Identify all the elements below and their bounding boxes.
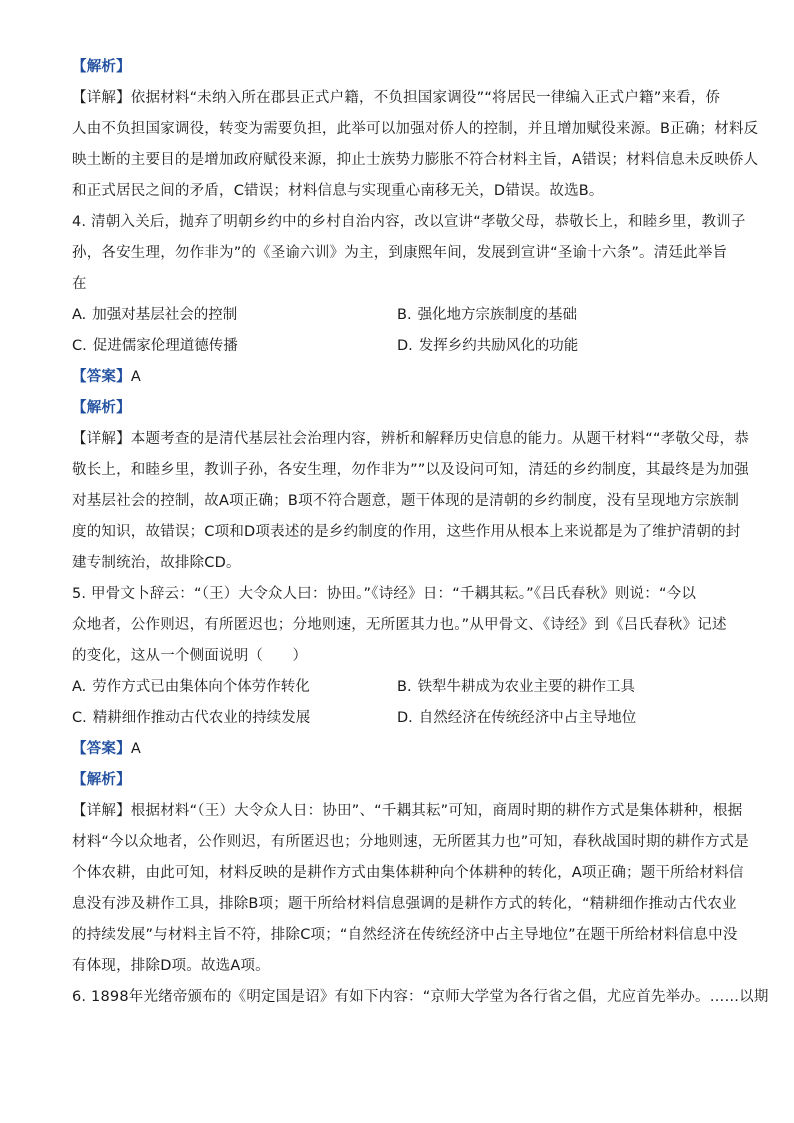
q5-option-c: C. 精耕细作推动古代农业的持续发展	[72, 710, 311, 726]
q5-detail-line: 材料“今以众地者，公作则迟，有所匿迟也；分地则速，无所匿其力也”可知，春秋战国时期的耕作方式是	[72, 834, 749, 850]
q5-detail-line: 有体现，排除D项。故选A项。	[72, 958, 270, 974]
q3-detail-line: 【详解】依据材料“未纳入所在郡县正式户籍，不负担国家调役”“将居民一律编入正式户籍”来看，侨	[72, 90, 721, 106]
q4-stem-line: 在	[72, 276, 87, 292]
q6-stem	[72, 982, 769, 1013]
q4-option-c: C. 促进儒家伦理道德传播	[72, 338, 238, 354]
q4-answer	[72, 362, 724, 393]
q4-option-a: A. 加强对基层社会的控制	[72, 307, 238, 323]
q3-analysis-tag: 【解析】	[72, 59, 131, 75]
q5-stem-line: 5. 甲骨文卜辞云：“（王）大令众人曰：协田。”《诗经》日：“千耦其耘。”《吕氏春秋》则说：“今以	[72, 586, 697, 602]
q3-detail-line: 人由不负担国家调役，转变为需要负担，此举可以加强对侨人的控制，并且增加赋役来源。B正确；材料反	[72, 121, 759, 137]
q5-answer-value: A	[130, 741, 141, 757]
q5-analysis-tag: 【解析】	[72, 772, 131, 788]
q4-detail-line: 【详解】本题考查的是清代基层社会治理内容，辨析和解释历史信息的能力。从题干材料““孝敬父母，恭	[72, 431, 749, 447]
q5-option-b: B. 铁犁牛耕成为农业主要的耕作工具	[397, 679, 636, 695]
q5-detail-line: 息没有涉及耕作工具，排除B项；题干所给材料信息强调的是耕作方式的转化，“精耕细作推动古代农业	[72, 896, 737, 912]
q4-stem-line: 孙，各安生理，勿作非为”的《圣谕六训》为主，到康熙年间，发展到宣讲“圣谕十六条”。清廷此举旨	[72, 245, 728, 261]
q5-answer-tag: 【答案】	[72, 741, 131, 757]
q4-options-row	[72, 300, 724, 331]
q3-detail	[72, 83, 759, 207]
q5-stem	[72, 579, 727, 672]
q3-detail-line: 和正式居民之间的矛盾，C错误；材料信息与实现重心南移无关，D错误。故选B。	[72, 183, 604, 199]
q4-detail-line: 度的知识，故错误；C项和D项表述的是乡约制度的作用，这些作用从根本上来说都是为了维护清朝的封	[72, 524, 741, 540]
q4-option-d: D. 发挥乡约共励风化的功能	[397, 338, 579, 354]
q4-answer-tag: 【答案】	[72, 369, 131, 385]
q4-detail-line: 对基层社会的控制，故A项正确；B项不符合题意，题干体现的是清朝的乡约制度，没有呈现地方宗族制	[72, 493, 740, 509]
q4-stem	[72, 207, 746, 300]
document-page	[72, 52, 769, 1013]
q5-detail-line: 的持续发展”与材料主旨不符，排除C项；“自然经济在传统经济中占主导地位”在题干所给材料信息中没	[72, 927, 738, 943]
q5-answer	[72, 734, 724, 765]
q5-options-row	[72, 703, 724, 734]
q4-detail-line: 建专制统治，故排除CD。	[72, 555, 241, 571]
q4-analysis-tag: 【解析】	[72, 400, 131, 416]
q4-detail	[72, 424, 749, 579]
q5-stem-line: 众地者，公作则迟，有所匿迟也；分地则速，无所匿其力也。”从甲骨文、《诗经》到《吕氏春秋》记述	[72, 617, 727, 633]
q5-detail-line: 个体农耕，由此可知，材料反映的是耕作方式由集体耕种向个体耕种的转化，A项正确；题干所给材料信	[72, 865, 744, 881]
q3-detail-line: 映土断的主要目的是增加政府赋役来源，抑止士族势力膨胀不符合材料主旨，A错误；材料信息未反映侨人	[72, 152, 759, 168]
q5-option-d: D. 自然经济在传统经济中占主导地位	[397, 710, 637, 726]
q6-stem-line: 6. 1898年光绪帝颁布的《明定国是诏》有如下内容：“京师大学堂为各行省之倡，尤应首先举办。……以期	[72, 989, 769, 1005]
q5-stem-line: 的变化，这从一个侧面说明（ ）	[72, 648, 308, 664]
q5-option-a: A. 劳作方式已由集体向个体劳作转化	[72, 679, 310, 695]
q5-detail	[72, 796, 749, 982]
q4-answer-value: A	[130, 369, 141, 385]
q4-detail-line: 敬长上，和睦乡里，教训子孙，各安生理，勿作非为””以及设问可知，清廷的乡约制度，其最终是为加强	[72, 462, 749, 478]
q4-option-b: B. 强化地方宗族制度的基础	[397, 307, 578, 323]
q5-detail-line: 【详解】根据材料“（王）大令众人日：协田”、“千耦其耘”可知，商周时期的耕作方式是集体耕种，根据	[72, 803, 743, 819]
q5-options-row	[72, 672, 724, 703]
q4-options-row	[72, 331, 724, 362]
q4-stem-line: 4. 清朝入关后，抛弃了明朝乡约中的乡村自治内容，改以宣讲“孝敬父母，恭敬长上，和睦乡里，教训子	[72, 214, 746, 230]
